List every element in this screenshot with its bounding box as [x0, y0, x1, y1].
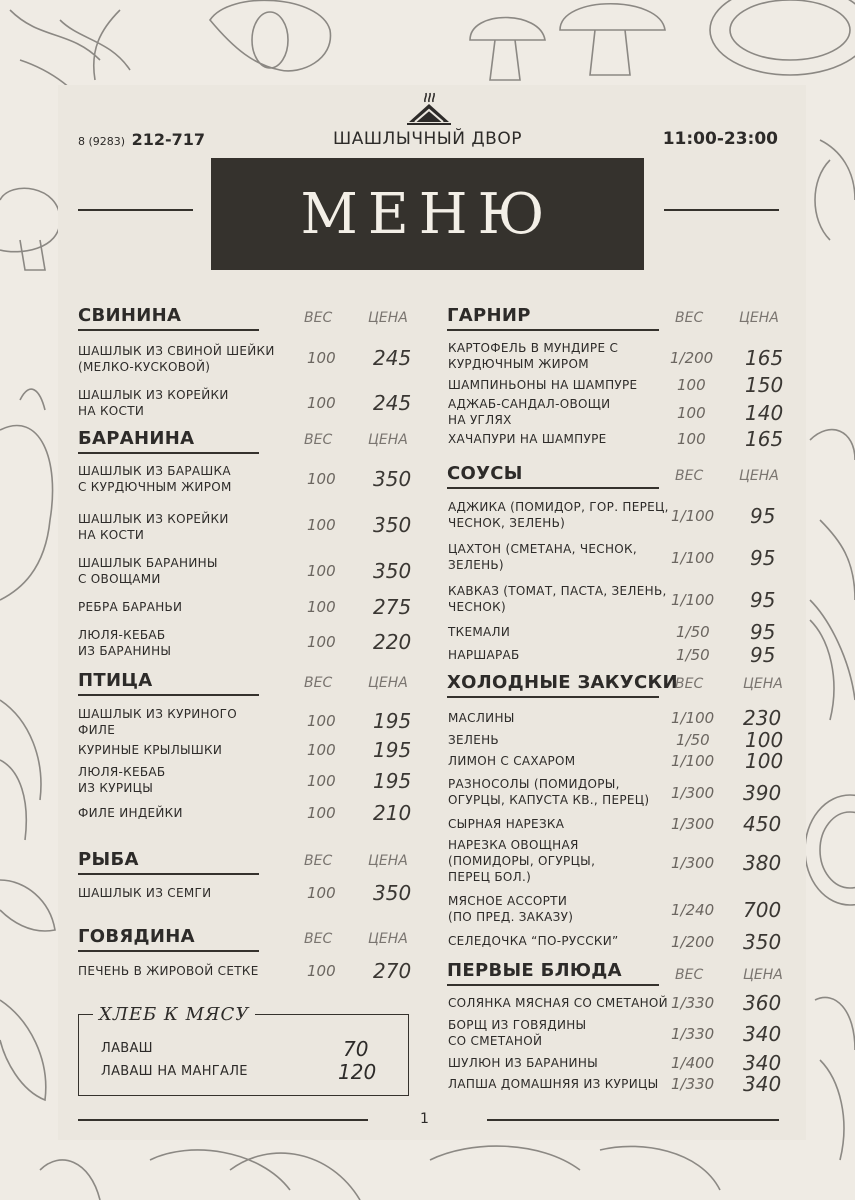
column-weight-header: ВЕС	[304, 310, 333, 326]
item-weight: 100	[307, 962, 336, 980]
item-price: 350	[373, 513, 412, 537]
item-price: 100	[745, 728, 784, 752]
item-price: 95	[750, 620, 776, 644]
item-price: 140	[745, 401, 784, 425]
item-weight: 1/100	[671, 507, 715, 525]
menu-item: МЯСНОЕ АССОРТИ (ПО ПРЕД. ЗАКАЗУ)	[448, 894, 574, 924]
item-price: 380	[743, 851, 782, 875]
column-weight-header: ВЕС	[675, 310, 704, 326]
column-weight-header: ВЕС	[675, 676, 704, 692]
item-weight: 1/330	[671, 1025, 715, 1043]
item-weight: 100	[307, 804, 336, 822]
section-title-svinina: СВИНИНА	[78, 305, 182, 326]
menu-item: НАРШАРАБ	[448, 648, 520, 662]
item-weight: 100	[307, 772, 336, 790]
column-price-header: ЦЕНА	[743, 676, 783, 692]
item-weight: 100	[307, 349, 336, 367]
header-divider-right	[664, 209, 779, 211]
item-price: 270	[373, 959, 412, 983]
menu-item: ШАШЛЫК ИЗ КОРЕЙКИ НА КОСТИ	[78, 388, 229, 418]
menu-item: РЕБРА БАРАНЬИ	[78, 600, 183, 614]
item-price: 230	[743, 706, 782, 730]
bread-item-price: 70	[343, 1037, 369, 1061]
item-price: 165	[745, 427, 784, 451]
menu-item: ЦАХТОН (СМЕТАНА, ЧЕСНОК, ЗЕЛЕНЬ)	[448, 542, 637, 572]
column-weight-header: ВЕС	[304, 853, 333, 869]
menu-item: ФИЛЕ ИНДЕЙКИ	[78, 806, 183, 820]
item-weight: 100	[307, 470, 336, 488]
column-price-header: ЦЕНА	[368, 853, 408, 869]
footer-divider-right	[487, 1119, 779, 1121]
item-price: 350	[373, 559, 412, 583]
item-weight: 1/330	[671, 1075, 715, 1093]
item-weight: 1/200	[670, 349, 714, 367]
menu-item: КУРИНЫЕ КРЫЛЫШКИ	[78, 743, 223, 757]
item-weight: 1/300	[671, 815, 715, 833]
item-price: 245	[373, 346, 412, 370]
item-price: 340	[743, 1051, 782, 1075]
menu-banner	[211, 158, 644, 270]
item-weight: 100	[307, 394, 336, 412]
menu-item: ШАШЛЫК ИЗ КОРЕЙКИ НА КОСТИ	[78, 512, 229, 542]
item-price: 195	[373, 709, 412, 733]
bread-section-title: ХЛЕБ К МЯСУ	[93, 1004, 255, 1025]
item-price: 390	[743, 781, 782, 805]
item-price: 350	[373, 467, 412, 491]
phone-prefix: 8 (9283)	[78, 135, 126, 148]
section-title-ptica: ПТИЦА	[78, 670, 153, 691]
column-weight-header: ВЕС	[304, 931, 333, 947]
column-price-header: ЦЕНА	[739, 310, 779, 326]
item-price: 340	[743, 1022, 782, 1046]
menu-item: БОРЩ ИЗ ГОВЯДИНЫ СО СМЕТАНОЙ	[448, 1018, 587, 1048]
section-underline	[447, 696, 659, 698]
menu-item: ШУЛЮН ИЗ БАРАНИНЫ	[448, 1056, 599, 1070]
column-weight-header: ВЕС	[675, 468, 704, 484]
item-price: 100	[745, 749, 784, 773]
item-weight: 1/100	[671, 709, 715, 727]
column-weight-header: ВЕС	[304, 432, 333, 448]
section-title-garnir: ГАРНИР	[447, 305, 531, 326]
item-price: 195	[373, 738, 412, 762]
item-price: 165	[745, 346, 784, 370]
item-weight: 100	[307, 633, 336, 651]
menu-item: НАРЕЗКА ОВОЩНАЯ (ПОМИДОРЫ, ОГУРЦЫ, ПЕРЕЦ БОЛ.)	[448, 838, 596, 884]
item-price: 360	[743, 991, 782, 1015]
item-weight: 1/400	[671, 1054, 715, 1072]
item-weight: 100	[677, 430, 706, 448]
section-underline	[78, 452, 259, 454]
menu-item: ПЕЧЕНЬ В ЖИРОВОЙ СЕТКЕ	[78, 964, 259, 978]
item-weight: 100	[307, 741, 336, 759]
section-title-pervye: ПЕРВЫЕ БЛЮДА	[447, 960, 622, 981]
menu-item: ШАШЛЫК ИЗ СЕМГИ	[78, 886, 212, 900]
menu-item: ШАШЛЫК ИЗ БАРАШКА С КУРДЮЧНЫМ ЖИРОМ	[78, 464, 232, 494]
section-title-ryba: РЫБА	[78, 849, 139, 870]
menu-item: ШАШЛЫК БАРАНИНЫ С ОВОЩАМИ	[78, 556, 218, 586]
section-underline	[447, 984, 659, 986]
item-price: 700	[743, 898, 782, 922]
item-weight: 100	[307, 598, 336, 616]
item-price: 245	[373, 391, 412, 415]
column-price-header: ЦЕНА	[368, 432, 408, 448]
footer-divider-left	[78, 1119, 368, 1121]
menu-item: АДЖАБ-САНДАЛ-ОВОЩИ НА УГЛЯХ	[448, 397, 611, 427]
menu-item: РАЗНОСОЛЫ (ПОМИДОРЫ, ОГУРЦЫ, КАПУСТА КВ., ПЕРЕЦ)	[448, 777, 650, 807]
item-weight: 1/200	[671, 933, 715, 951]
item-weight: 1/240	[671, 901, 715, 919]
page-number: 1	[420, 1111, 429, 1127]
item-weight: 100	[677, 404, 706, 422]
item-weight: 1/100	[671, 591, 715, 609]
opening-hours: 11:00-23:00	[662, 129, 778, 149]
menu-item: ЛЮЛЯ-КЕБАБ ИЗ БАРАНИНЫ	[78, 628, 172, 658]
item-weight: 100	[307, 884, 336, 902]
menu-item: СОЛЯНКА МЯСНАЯ СО СМЕТАНОЙ	[448, 996, 668, 1010]
item-price: 275	[373, 595, 412, 619]
phone-main: 212-717	[131, 130, 206, 149]
item-price: 195	[373, 769, 412, 793]
phone-number[interactable]	[78, 130, 205, 149]
item-price: 95	[750, 546, 776, 570]
menu-item: ЗЕЛЕНЬ	[448, 733, 499, 747]
section-underline	[447, 329, 659, 331]
section-underline	[78, 873, 259, 875]
item-price: 210	[373, 801, 412, 825]
item-price: 350	[373, 881, 412, 905]
column-price-header: ЦЕНА	[368, 675, 408, 691]
item-price: 350	[743, 930, 782, 954]
menu-item: СЫРНАЯ НАРЕЗКА	[448, 817, 565, 831]
section-title-govyadina: ГОВЯДИНА	[78, 926, 195, 947]
column-weight-header: ВЕС	[675, 967, 704, 983]
item-weight: 1/50	[676, 731, 710, 749]
item-weight: 1/300	[671, 784, 715, 802]
item-price: 340	[743, 1072, 782, 1096]
menu-item: СЕЛЕДОЧКА “ПО-РУССКИ”	[448, 934, 619, 948]
item-weight: 100	[307, 562, 336, 580]
section-title-sousy: СОУСЫ	[447, 463, 523, 484]
menu-item: КАРТОФЕЛЬ В МУНДИРЕ С КУРДЮЧНЫМ ЖИРОМ	[448, 341, 619, 371]
item-weight: 1/50	[676, 646, 710, 664]
item-weight: 1/330	[671, 994, 715, 1012]
section-underline	[78, 694, 259, 696]
item-weight: 100	[307, 516, 336, 534]
header-divider-left	[78, 209, 193, 211]
item-weight: 1/100	[671, 549, 715, 567]
menu-item: ЛАПША ДОМАШНЯЯ ИЗ КУРИЦЫ	[448, 1077, 659, 1091]
menu-item: ШАШЛЫК ИЗ КУРИНОГО ФИЛЕ	[78, 707, 237, 737]
item-price: 95	[750, 504, 776, 528]
menu-title: МЕНЮ	[300, 181, 555, 247]
menu-item: ЛИМОН С САХАРОМ	[448, 754, 576, 768]
item-price: 150	[745, 373, 784, 397]
item-price: 95	[750, 588, 776, 612]
column-price-header: ЦЕНА	[368, 931, 408, 947]
item-weight: 100	[677, 376, 706, 394]
column-price-header: ЦЕНА	[739, 468, 779, 484]
item-price: 220	[373, 630, 412, 654]
bread-item-name: ЛАВАШ	[101, 1041, 153, 1056]
column-price-header: ЦЕНА	[743, 967, 783, 983]
item-price: 450	[743, 812, 782, 836]
menu-item: МАСЛИНЫ	[448, 711, 515, 725]
menu-item: КАВКАЗ (ТОМАТ, ПАСТА, ЗЕЛЕНЬ, ЧЕСНОК)	[448, 584, 667, 614]
brand-name: ШАШЛЫЧНЫЙ ДВОР	[333, 129, 522, 149]
item-weight: 1/300	[671, 854, 715, 872]
section-underline	[78, 950, 259, 952]
menu-item: ТКЕМАЛИ	[448, 625, 511, 639]
item-weight: 100	[307, 712, 336, 730]
column-price-header: ЦЕНА	[368, 310, 408, 326]
bread-item-name: ЛАВАШ НА МАНГАЛЕ	[101, 1064, 248, 1079]
menu-item: ХАЧАПУРИ НА ШАМПУРЕ	[448, 432, 607, 446]
item-weight: 1/100	[671, 752, 715, 770]
section-underline	[78, 329, 259, 331]
menu-item: ШАМПИНЬОНЫ НА ШАМПУРЕ	[448, 378, 638, 392]
section-title-baranina: БАРАНИНА	[78, 428, 195, 449]
section-underline	[447, 487, 659, 489]
grill-logo-icon	[405, 92, 453, 126]
menu-item: ШАШЛЫК ИЗ СВИНОЙ ШЕЙКИ (МЕЛКО-КУСКОВОЙ)	[78, 344, 275, 374]
item-price: 95	[750, 643, 776, 667]
item-weight: 1/50	[676, 623, 710, 641]
section-title-zakuski: ХОЛОДНЫЕ ЗАКУСКИ	[447, 672, 678, 693]
column-weight-header: ВЕС	[304, 675, 333, 691]
menu-item: ЛЮЛЯ-КЕБАБ ИЗ КУРИЦЫ	[78, 765, 166, 795]
menu-item: АДЖИКА (ПОМИДОР, ГОР. ПЕРЕЦ, ЧЕСНОК, ЗЕЛЕНЬ)	[448, 500, 669, 530]
bread-item-price: 120	[338, 1060, 377, 1084]
